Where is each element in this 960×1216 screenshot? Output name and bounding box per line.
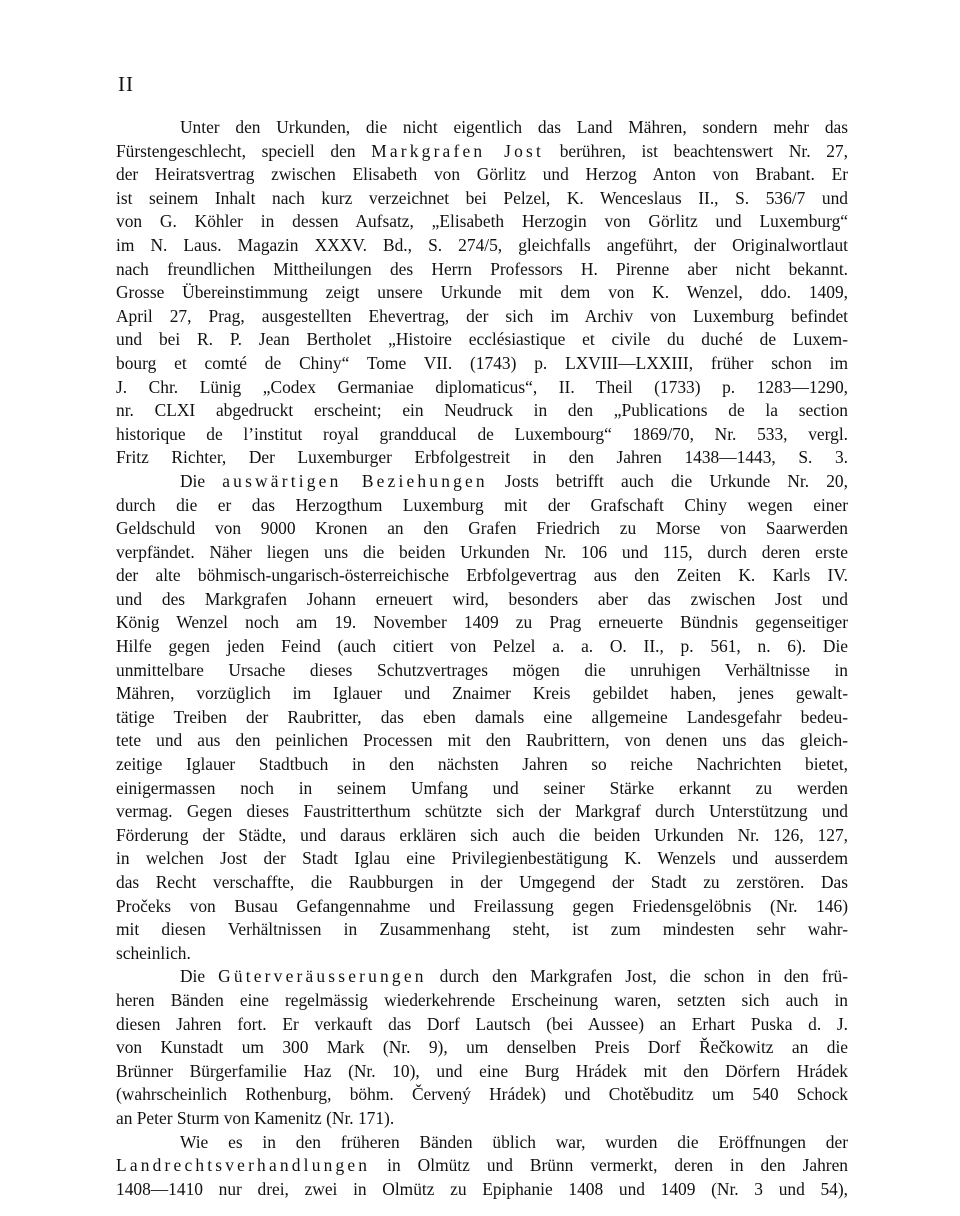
text-line: der alte böhmisch-ungarisch-österreichische Erbfolgevertrag aus den Zeiten K. Karls IV. — [116, 565, 848, 586]
text-line: Mähren, vorzüglich im Iglauer und Znaimer Kreis gebildet haben, jenes gewalt- — [116, 683, 848, 704]
text-segment: Fürstengeschlecht, speciell den — [116, 140, 372, 161]
text-line: an Peter Sturm von Kamenitz (Nr. 171). — [116, 1107, 395, 1128]
text-line: Brünner Bürgerfamilie Haz (Nr. 10), und eine Burg Hrádek mit den Dörfern Hrádek — [116, 1060, 848, 1081]
text-line: Unter den Urkunden, die nicht eigentlich das Land Mähren, sondern mehr das — [180, 117, 848, 137]
page-number: II — [118, 72, 134, 96]
text-line: unmittelbare Ursache dieses Schutzvertrages mögen die unruhigen Verhältnisse in — [116, 659, 848, 680]
text-line: durch die er das Herzogthum Luxemburg mit der Grafschaft Chiny wegen einer — [116, 494, 848, 515]
text-line: tete und aus den peinlichen Processen mit den Raubrittern, von denen uns das gleich- — [116, 730, 848, 751]
text-line: König Wenzel noch am 19. November 1409 zu Prag erneuerte Bündnis gegenseitiger — [116, 612, 848, 633]
text-line: der Heiratsvertrag zwischen Elisabeth von Görlitz und Herzog Anton von Brabant. Er — [116, 164, 848, 185]
text-segment: Die — [180, 966, 219, 987]
text-line: heren Bänden eine regelmässig wiederkehrende Erscheinung waren, setzten sich auch in — [116, 989, 848, 1010]
text-line: ist seinem Inhalt nach kurz verzeichnet bei Pelzel, K. Wenceslaus II., S. 536/7 und — [116, 187, 848, 208]
text-line: Fritz Richter, Der Luxemburger Erbfolgestreit in den Jahren 1438—1443, S. 3. — [116, 447, 848, 468]
text-segment: berühren, ist beachtenswert Nr. 27, — [544, 140, 848, 161]
text-line: diesen Jahren fort. Er verkauft das Dorf Lautsch (bei Aussee) an Erhart Puska d. J. — [116, 1013, 848, 1034]
text-line: nach freundlichen Mittheilungen des Herrn Professors H. Pirenne aber nicht bekannt. — [116, 258, 848, 279]
text-line: J. Chr. Lünig „Codex Germaniae diplomaticus“, II. Theil (1733) p. 1283—1290, — [116, 376, 848, 397]
text-line — [116, 140, 848, 164]
text-line: nr. CLXI abgedruckt erscheint; ein Neudruck in den „Publications de la section — [116, 400, 848, 421]
text-line: tätige Treiben der Raubritter, das eben damals eine allgemeine Landesgefahr bedeu- — [116, 706, 848, 727]
text-line: Förderung der Städte, und daraus erklären sich auch die beiden Urkunden Nr. 126, 127, — [116, 824, 848, 845]
text-line: (wahrscheinlich Rothenburg, böhm. Červený Hrádek) und Chotěbuditz um 540 Schock — [116, 1084, 848, 1105]
text-line: einigermassen noch in seinem Umfang und seiner Stärke erkannt zu werden — [116, 777, 848, 798]
spaced-emphasis: Güterveräusserungen — [218, 966, 427, 987]
text-line: das Recht verschaffte, die Raubburgen in der Umgegend der Stadt zu zerstören. Das — [116, 872, 848, 892]
text-line: und des Markgrafen Johann erneuert wird, besonders aber das zwischen Jost und — [116, 588, 848, 609]
text-line — [116, 470, 848, 494]
text-segment: Josts betrifft auch die Urkunde Nr. 20, — [487, 470, 848, 491]
text-line: im N. Laus. Magazin XXXV. Bd., S. 274/5, gleichfalls angeführt, der Originalwortlaut — [116, 234, 848, 255]
text-line: 1408—1410 nur drei, zwei in Olmütz zu Epiphanie 1408 und 1409 (Nr. 3 und 54), — [116, 1178, 848, 1199]
text-line: Wie es in den früheren Bänden üblich war, wurden die Eröffnungen der — [180, 1131, 848, 1152]
text-line: vermag. Gegen dieses Faustritterthum schützte sich der Markgraf durch Unterstützung und — [116, 801, 848, 822]
text-segment: Die — [180, 470, 223, 491]
text-segment: durch den Markgrafen Jost, die schon in den frü- — [426, 966, 848, 987]
text-line: April 27, Prag, ausgestellten Ehevertrag, der sich im Archiv von Luxemburg befindet — [116, 305, 848, 326]
text-line — [116, 1154, 848, 1178]
text-line: bourg et comté de Chiny“ Tome VII. (1743) p. LXVIII—LXXIII, früher schon im — [116, 352, 848, 373]
text-line: Pročeks von Busau Gefangennahme und Freilassung gegen Friedensgelöbnis (Nr. 146) — [116, 895, 848, 916]
text-line — [116, 965, 848, 989]
text-line: Hilfe gegen jeden Feind (auch citiert von Pelzel a. a. O. II., p. 561, n. 6). Die — [116, 636, 848, 657]
spaced-emphasis: Markgrafen Jost — [371, 140, 545, 161]
text-line: historique de l’institut royal grandducal de Luxembourg“ 1869/70, Nr. 533, vergl. — [116, 423, 848, 444]
spaced-emphasis: auswärtigen Beziehungen — [222, 470, 488, 491]
text-line: Geldschuld von 9000 Kronen an den Grafen Friedrich zu Morse von Saarwerden — [116, 518, 848, 539]
text-line: von G. Köhler in dessen Aufsatz, „Elisabeth Herzogin von Görlitz und Luxemburg“ — [116, 211, 848, 232]
text-line: verpfändet. Näher liegen uns die beiden Urkunden Nr. 106 und 115, durch deren erste — [116, 541, 848, 562]
text-line: mit diesen Verhältnissen in Zusammenhang steht, ist zum mindesten sehr wahr- — [116, 919, 848, 940]
body-text — [116, 116, 848, 1201]
spaced-emphasis: Landrechtsverhandlungen — [116, 1155, 371, 1176]
text-line: von Kunstadt um 300 Mark (Nr. 9), um denselben Preis Dorf Řečkowitz an die — [116, 1037, 848, 1058]
text-line: in welchen Jost der Stadt Iglau eine Privilegienbestätigung K. Wenzels und ausserdem — [116, 848, 848, 869]
text-line: Grosse Übereinstimmung zeigt unsere Urkunde mit dem von K. Wenzel, ddo. 1409, — [116, 282, 848, 303]
text-line: scheinlich. — [116, 942, 191, 963]
text-line: zeitige Iglauer Stadtbuch in den nächsten Jahren so reiche Nachrichten bietet, — [116, 754, 848, 775]
text-line: und bei R. P. Jean Bertholet „Histoire ecclésiastique et civile du duché de Luxem- — [116, 329, 848, 350]
text-segment: in Olmütz und Brünn vermerkt, deren in den Jahren — [370, 1155, 848, 1176]
